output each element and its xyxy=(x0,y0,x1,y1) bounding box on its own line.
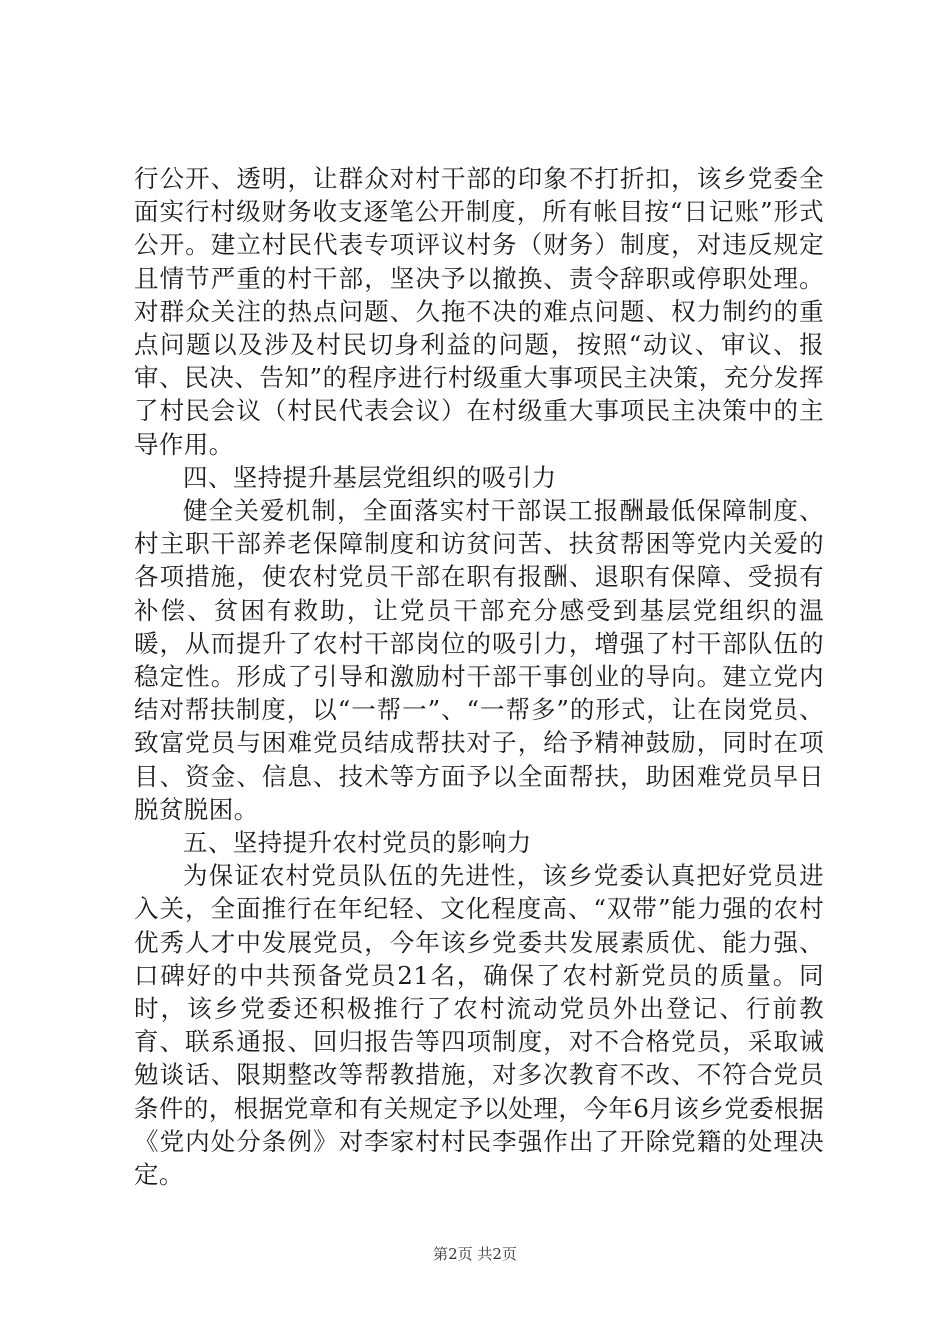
paragraph-section-four: 健全关爱机制，全面落实村干部误工报酬最低保障制度、村主职干部养老保障制度和访贫问苦、扶贫帮困等党内关爱的各项措施，使农村党员干部在职有报酬、退职有保障、受损有补偿、贫困有救助，让党员干部充分感受到基层党组织的温暖，从而提升了农村干部岗位的吸引力，增强了村干部队伍的稳定性。形成了引导和激励村干部干事创业的导向。建立党内结对帮扶制度，以“一帮一”、“一帮多”的形式，让在岗党员、致富党员与困难党员结成帮扶对子，给予精神鼓励，同时在项目、资金、信息、技术等方面予以全面帮扶，助困难党员早日脱贫脱困。 xyxy=(134,496,824,824)
section-heading-four: 四、坚持提升基层党组织的吸引力 xyxy=(183,462,557,492)
paragraph-section-five: 为保证农村党员队伍的先进性，该乡党委认真把好党员进入关，全面推行在年纪轻、文化程度高、“双带”能力强的农村优秀人才中发展党员，今年该乡党委共发展素质优、能力强、口碑好的中共预备党员21名，确保了农村新党员的质量。同时，该乡党委还积极推行了农村流动党员外出登记、行前教育、联系通报、回归报告等四项制度，对不合格党员，采取诫勉谈话、限期整改等帮教措施，对多次教育不改、不符合党员条件的，根据党章和有关规定予以处理，今年6月该乡党委根据《党内处分条例》对李家村村民李强作出了开除党籍的处理决定。 xyxy=(134,861,824,1190)
document-body xyxy=(134,162,824,1191)
section-heading-five: 五、坚持提升农村党员的影响力 xyxy=(183,828,532,858)
page-footer: 第2页 共2页 xyxy=(433,1245,517,1263)
paragraph-continuation: 行公开、透明，让群众对村干部的印象不打折扣，该乡党委全面实行村级财务收支逐笔公开制度，所有帐目按“日记账”形式公开。建立村民代表专项评议村务（财务）制度，对违反规定且情节严重的村干部，坚决予以撤换、责令辞职或停职处理。对群众关注的热点问题、久拖不决的难点问题、权力制约的重点问题以及涉及村民切身利益的问题，按照“动议、审议、报审、民决、告知”的程序进行村级重大事项民主决策，充分发挥了村民会议（村民代表会议）在村级重大事项民主决策中的主导作用。 xyxy=(134,164,824,459)
